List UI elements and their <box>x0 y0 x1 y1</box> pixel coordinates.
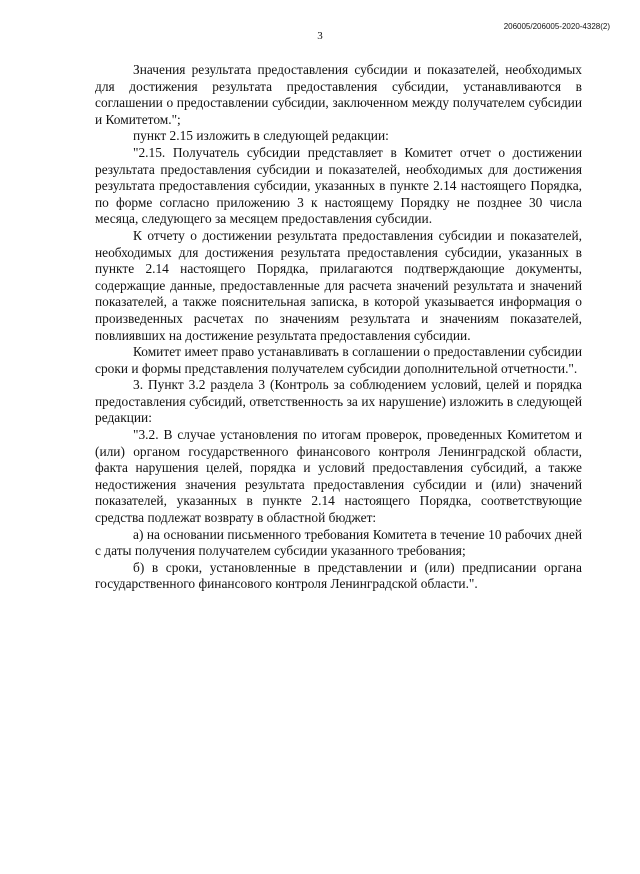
document-id: 206005/206005-2020-4328(2) <box>503 22 610 31</box>
paragraph: Комитет имеет право устанавливать в соглашении о предоставлении субсидии сроки и формы представления получателем субсидии дополнительной отчетности.". <box>95 344 582 376</box>
page-number: 3 <box>317 30 323 42</box>
paragraph: "3.2. В случае установления по итогам проверок, проведенных Комитетом и (или) органом государственного финансового контроля Ленинградской области, факта нарушения целей, порядка и условий предоставления субсидий, а также недостижения значения результата предоставления субсидии и (или) значений показателей, указанных в пункте 2.14 настоящего Порядка, соответствующие средства подлежат возврату в областной бюджет: <box>95 427 582 526</box>
paragraph: а) на основании письменного требования Комитета в течение 10 рабочих дней с даты получения получателем субсидии указанного требования; <box>95 526 582 559</box>
paragraph: К отчету о достижении результата предоставления субсидии и показателей, необходимых для достижения результата предоставления субсидии, указанных в пункте 2.14 настоящего Порядка, прилагаются подтверждающие документы, содержащие данные, предоставленные для расчета значений результата и значений показателей, а также пояснительная записка, в которой указывается информация о произведенных расчетах по значениям результата и значениям показателей, повлиявших на достижение результата предоставления субсидии. <box>95 227 582 343</box>
document-body <box>95 62 582 593</box>
paragraph: пункт 2.15 изложить в следующей редакции: <box>133 128 389 144</box>
paragraph: "2.15. Получатель субсидии представляет в Комитет отчет о достижении результата предоставления субсидии и показателей, необходимых для достижения результата предоставления субсидии, указанных в пункте 2.14 настоящего Порядка, по форме согласно приложению 3 к настоящему Порядку не позднее 30 числа месяца, следующего за месяцем предоставления субсидии. <box>95 144 582 227</box>
paragraph: 3. Пункт 3.2 раздела 3 (Контроль за соблюдением условий, целей и порядка предоставления субсидий, ответственность за их нарушение) изложить в следующей редакции: <box>95 377 582 426</box>
paragraph: Значения результата предоставления субсидии и показателей, необходимых для достижения результата предоставления субсидии, устанавливаются в соглашении о предоставлении субсидии, заключенном между получателем субсидии и Комитетом."; <box>95 62 582 127</box>
paragraph: б) в сроки, установленные в представлении и (или) предписании органа государственного финансового контроля Ленинградской области.". <box>95 559 582 592</box>
